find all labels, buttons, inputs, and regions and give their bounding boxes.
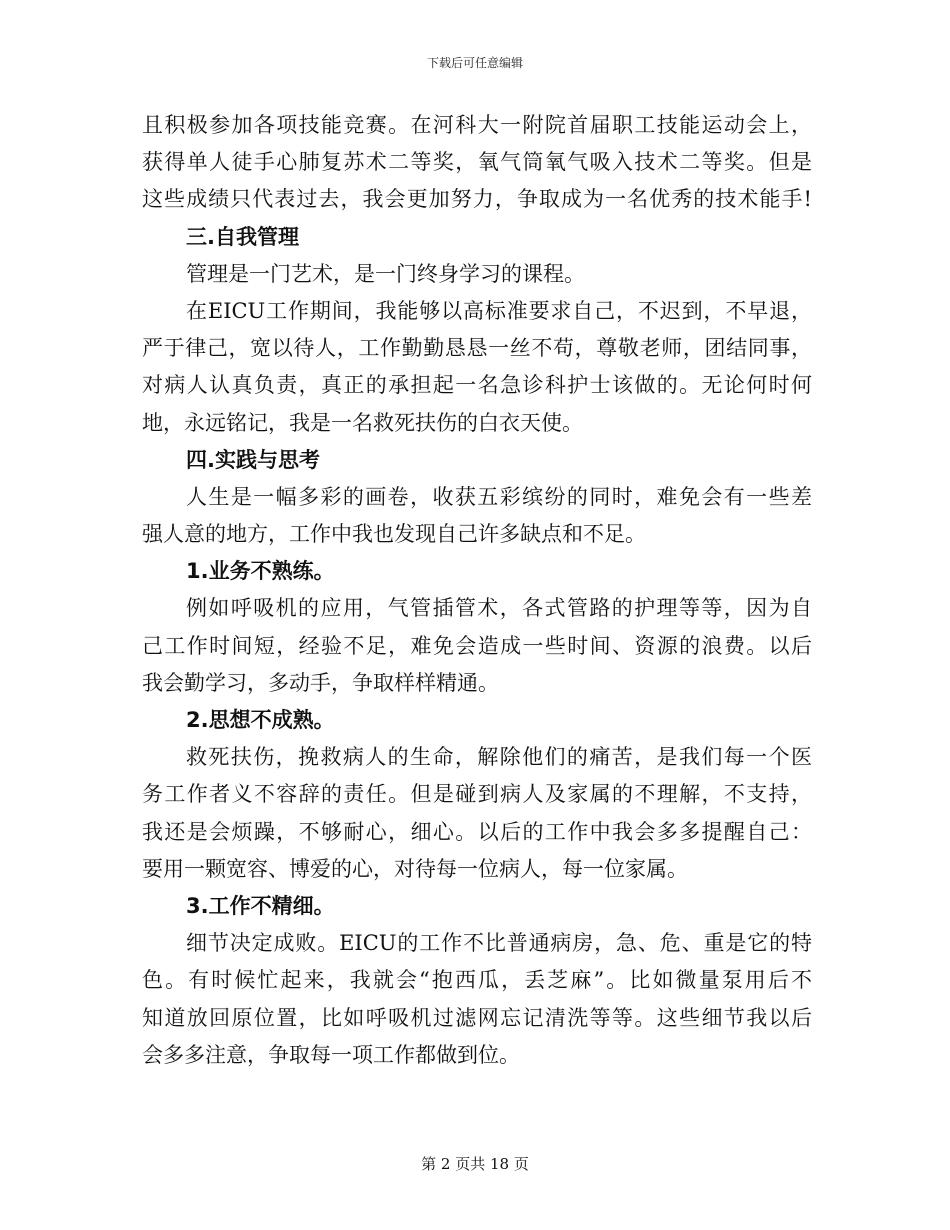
paragraph-line: 知道放回原位置，比如呼吸机过滤网忘记清洗等等。这些细节我以后 [142,1005,812,1030]
paragraph-line: 在EICU工作期间，我能够以高标准要求自己，不迟到，不早退， [186,298,812,323]
paragraph-line: 人生是一幅多彩的画卷，收获五彩缤纷的同时，难免会有一些差 [186,484,812,509]
paragraph-line: 细节决定成败。EICU的工作不比普通病房，急、危、重是它的特 [186,931,812,956]
paragraph-line: 且积极参加各项技能竞赛。在河科大一附院首届职工技能运动会上， [142,113,812,137]
paragraph-line: 色。有时候忙起来，我就会“抱西瓜，丢芝麻”。比如微量泵用后不 [142,968,812,993]
paragraph-line: 强人意的地方，工作中我也发现自己许多缺点和不足。 [142,522,646,547]
paragraph-line: 己工作时间短，经验不足，难免会造成一些时间、资源的浪费。以后 [142,633,812,658]
page-number: 第 2 页共 18 页 [421,1155,529,1173]
paragraph-line: 救死扶伤，挽救病人的生命，解除他们的痛苦，是我们每一个医 [186,745,812,770]
document-body [142,107,812,1074]
section-heading: 四.实践与思考 [186,447,320,472]
paragraph-line: 会多多注意，争取每一项工作都做到位。 [142,1042,520,1067]
paragraph-line: 要用一颗宽容、博爱的心，对待每一位病人，每一位家属。 [142,856,688,881]
paragraph-line: 地，永远铭记，我是一名救死扶伤的白衣天使。 [142,410,583,435]
paragraph-line: 例如呼吸机的应用，气管插管术，各式管路的护理等等，因为自 [186,596,812,621]
page-header: 下载后可任意编辑 [426,56,523,70]
paragraph-line: 我会勤学习，多动手，争取样样精通。 [142,670,499,695]
paragraph-line: 我还是会烦躁，不够耐心，细心。以后的工作中我会多多提醒自己： [142,819,812,844]
subsection-heading: 1.业务不熟练。 [186,559,335,584]
subsection-heading: 3.工作不精细。 [186,893,335,918]
paragraph-line: 这些成绩只代表过去，我会更加努力，争取成为一名优秀的技术能手! [142,187,812,212]
paragraph-line: 严于律己，宽以待人，工作勤勤恳恳一丝不苟，尊敬老师，团结同事， [142,336,812,361]
paragraph-line: 管理是一门艺术，是一门终身学习的课程。 [186,261,585,286]
paragraph-line: 务工作者义不容辞的责任。但是碰到病人及家属的不理解，不支持， [142,782,812,807]
section-heading: 三.自我管理 [186,224,299,249]
paragraph-line: 对病人认真负责，真正的承担起一名急诊科护士该做的。无论何时何 [142,373,812,398]
subsection-heading: 2.思想不成熟。 [186,708,335,732]
paragraph-line: 获得单人徒手心肺复苏术二等奖，氧气筒氧气吸入技术二等奖。但是 [142,150,812,175]
